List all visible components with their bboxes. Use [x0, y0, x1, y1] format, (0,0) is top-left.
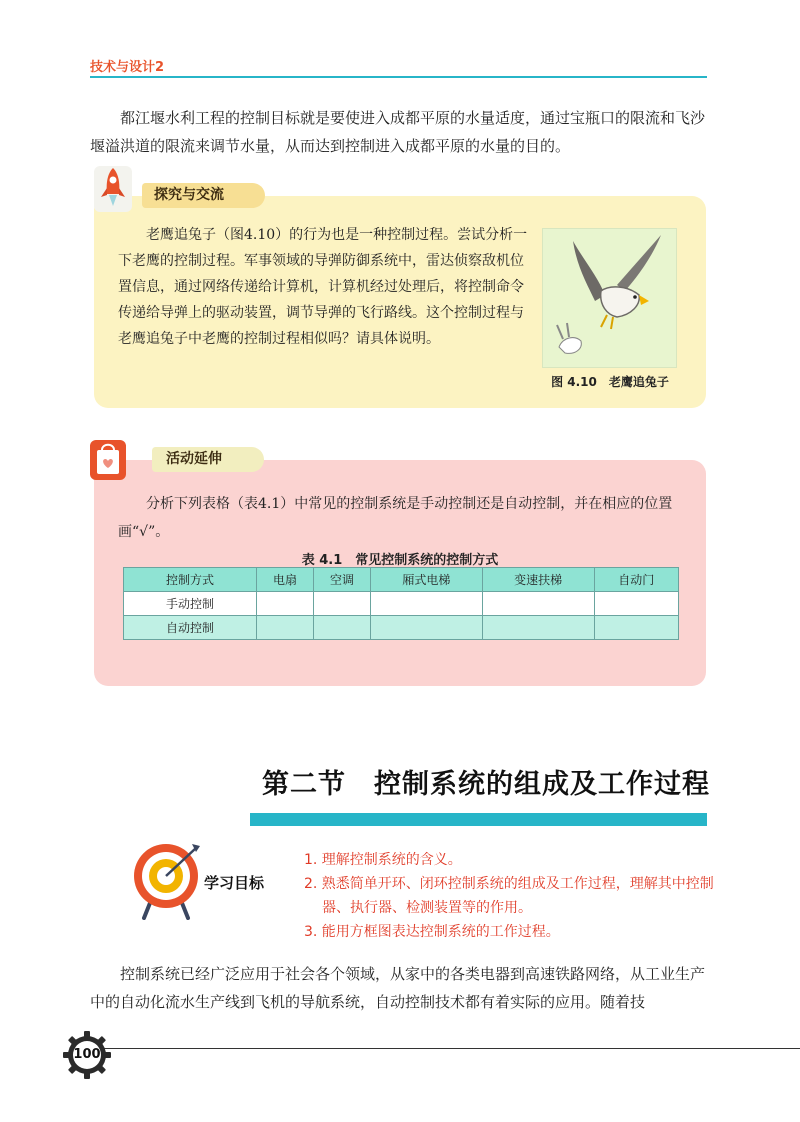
- table-header-cell: 控制方式: [124, 568, 257, 592]
- table-row: [124, 592, 679, 616]
- figure-caption: 图 4.10 老鹰追兔子: [551, 375, 669, 389]
- header-divider: [90, 76, 707, 78]
- table-cell[interactable]: [594, 616, 678, 640]
- activity-text: 分析下列表格（表4.1）中常见的控制系统是手动控制还是自动控制，并在相应的位置画“√”。: [118, 496, 673, 540]
- explore-text: 老鹰追兔子（图4.10）的行为也是一种控制过程。尝试分析一下老鹰的控制过程。军事领域的导弹防御系统中，雷达侦察敌机位置信息，通过网络传递给计算机，计算机经过处理后，将控制命令传递给导弹上的驱动装置，调节导弹的飞行路线。这个控制过程与老鹰追兔子中老鹰的控制过程相似吗？请具体说明。: [118, 227, 528, 347]
- goals-label: 学习目标: [204, 874, 265, 892]
- rocket-icon: [88, 160, 138, 218]
- eagle-rabbit-figure: [542, 228, 677, 368]
- table-header-row: [124, 568, 679, 592]
- shopping-bag-icon: [88, 436, 128, 482]
- table-cell[interactable]: [257, 616, 314, 640]
- table-cell[interactable]: [482, 592, 594, 616]
- target-icon: [130, 840, 202, 920]
- page-number: 100: [73, 1047, 101, 1062]
- intro-paragraph: 都江堰水利工程的控制目标就是要使进入成都平原的水量适度，通过宝瓶口的限流和飞沙堰溢洪道的限流来调节水量，从而达到控制进入成都平原的水量的目的。: [90, 109, 706, 155]
- table-row-label: 自动控制: [124, 616, 257, 640]
- table-cell[interactable]: [257, 592, 314, 616]
- table-title: 表 4.1 常见控制系统的控制方式: [301, 553, 499, 568]
- control-mode-table: [123, 567, 679, 640]
- goal-item: 2. 熟悉简单开环、闭环控制系统的组成及工作过程，理解其中控制器、执行器、检测装置等的作用。: [304, 876, 714, 916]
- table-header-cell: 电扇: [257, 568, 314, 592]
- goals-list: [304, 848, 714, 944]
- running-header-title: 技术与设计2: [90, 60, 165, 75]
- table-cell[interactable]: [314, 616, 371, 640]
- goal-item: 1. 理解控制系统的含义。: [304, 852, 462, 868]
- section-title-bar: [250, 813, 707, 826]
- table-cell[interactable]: [482, 616, 594, 640]
- activity-label: 活动延伸: [152, 447, 264, 472]
- body-paragraph: 控制系统已经广泛应用于社会各个领域，从家中的各类电器到高速铁路网络，从工业生产中的自动化流水生产线到飞机的导航系统，自动控制技术都有着实际的应用。随着技: [90, 965, 706, 1011]
- table-header-cell: 变速扶梯: [482, 568, 594, 592]
- table-header-cell: 自动门: [594, 568, 678, 592]
- table-cell[interactable]: [314, 592, 371, 616]
- explore-label: 探究与交流: [142, 183, 265, 208]
- table-cell[interactable]: [371, 616, 483, 640]
- table-cell[interactable]: [594, 592, 678, 616]
- table-row: [124, 616, 679, 640]
- footer-divider: [100, 1048, 800, 1049]
- table-cell[interactable]: [371, 592, 483, 616]
- table-row-label: 手动控制: [124, 592, 257, 616]
- goal-item: 3. 能用方框图表达控制系统的工作过程。: [304, 924, 560, 940]
- table-header-cell: 空调: [314, 568, 371, 592]
- table-header-cell: 厢式电梯: [371, 568, 483, 592]
- section-title: 第二节 控制系统的组成及工作过程: [262, 769, 710, 800]
